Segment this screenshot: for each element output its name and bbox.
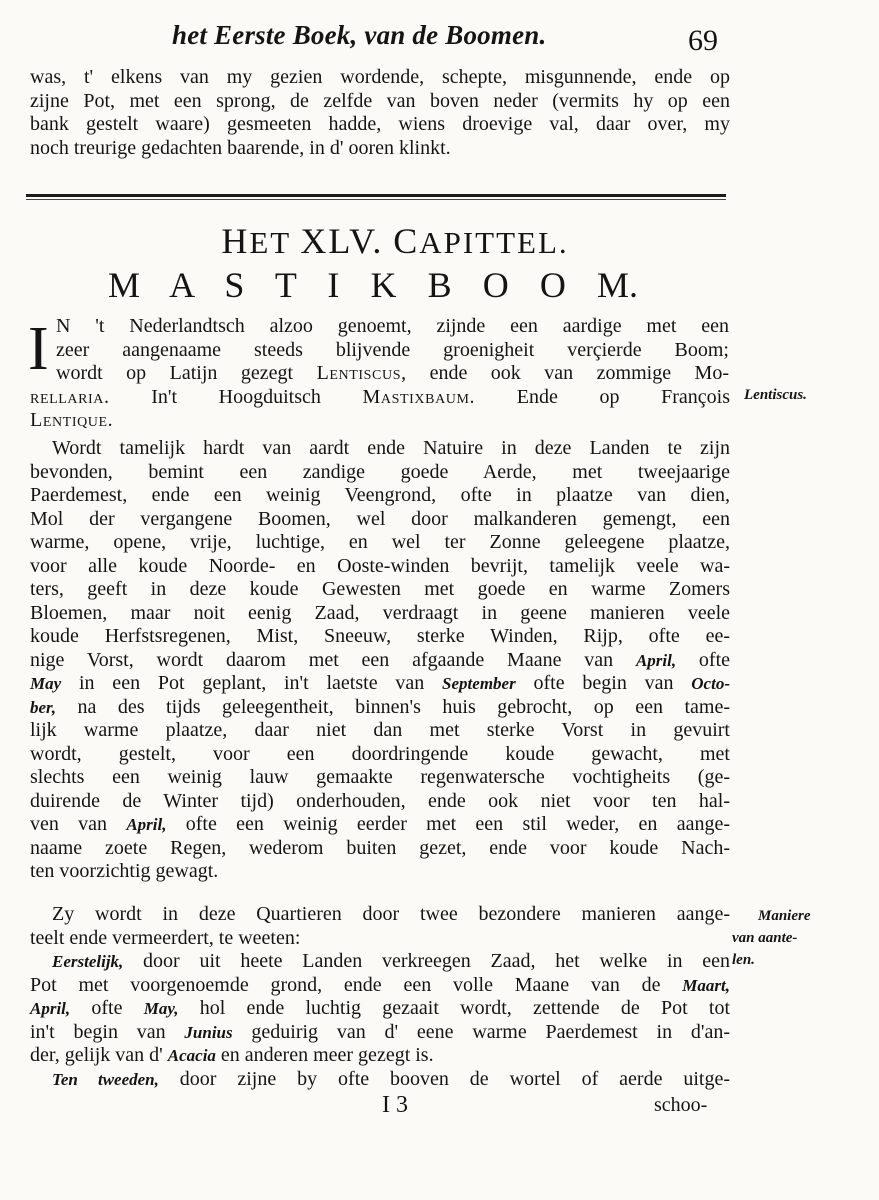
margin-note-line: Maniere — [758, 908, 811, 924]
text-line: wordt, gestelt, voor een doordringende koude gewacht, met — [30, 742, 730, 765]
text-line: voor alle koude Noorde- en Ooste-winden bevrijt, tamelijk veele wa- — [30, 554, 730, 577]
text-run: Ende op François — [475, 385, 730, 408]
month-name: Maart, — [682, 975, 730, 995]
text-line: Mol der vergangene Boomen, wel door malkanderen gemengt, een — [30, 507, 730, 530]
title-letter: B — [427, 265, 452, 305]
text-run: Pot met voorgenoemde grond, ende een volle Maane van de — [30, 973, 683, 996]
title-letter: A — [169, 265, 194, 305]
title-letter: M. — [597, 265, 639, 305]
text-line — [30, 1044, 730, 1068]
text-run: en anderen meer gezegt is. — [215, 1044, 434, 1066]
section-divider — [26, 194, 726, 197]
plant-name: Acacia — [167, 1046, 216, 1065]
text-run: na des tijds geleegentheit, binnen's huis gebrocht, op een tame- — [55, 695, 730, 718]
heading-rest: ET — [249, 225, 291, 260]
emphasis: Ten tweeden, — [52, 1069, 159, 1089]
text-run: ven van — [30, 813, 127, 835]
text-line: Zy wordt in deze Quartieren door twee bezondere manieren aange- — [52, 903, 730, 925]
german-name: Mastixbaum. — [362, 385, 476, 408]
month-name: September — [442, 674, 516, 693]
text-run: , ende ook van zommige Mo- — [401, 362, 729, 384]
heading-initial: H — [221, 221, 250, 261]
text-line: Wordt tamelijk hardt van aardt ende Natuire in deze Landen te zijn — [52, 437, 730, 459]
text-line — [30, 649, 730, 673]
page-number: 69 — [688, 24, 718, 57]
title-letter: K — [370, 265, 397, 305]
latin-name: Lentiscus — [316, 362, 402, 384]
month-name: Octo- — [691, 674, 730, 693]
drop-cap: I — [28, 315, 49, 383]
text-run: in een Pot geplant, in't laetste van — [61, 672, 443, 694]
text-line: Paerdemest, ende een weinig Veengrond, ofte in plaatze van dien, — [30, 484, 730, 506]
margin-note-line: len. — [732, 952, 755, 968]
running-head — [0, 20, 879, 64]
intro-paragraph — [30, 66, 730, 160]
text-line: slechts een weinig lauw gemaakte regenwatersche vochtigheits (ge- — [30, 766, 730, 788]
text-line: ters, geeft in deze koude Gewesten met goede en warme Zomers — [30, 578, 730, 600]
chapter-heading — [195, 220, 595, 262]
text-line — [30, 1021, 730, 1045]
month-name: April, — [126, 815, 167, 834]
text-line — [30, 409, 730, 433]
french-name: Lentique. — [30, 409, 114, 431]
heading-word-initial: C — [393, 221, 420, 261]
running-title: het Eerste Boek, van de Boomen. — [172, 20, 547, 50]
text-line — [30, 813, 730, 837]
title-letter: M — [108, 265, 141, 305]
section-divider-thin — [26, 199, 726, 200]
opening-paragraph-cont — [30, 386, 730, 433]
margin-note-line: van aante- — [732, 930, 798, 946]
text-line — [30, 386, 730, 410]
title-letter: O — [539, 265, 566, 305]
latin-name: rellaria. — [30, 385, 110, 408]
month-name: ber, — [30, 697, 56, 717]
text-line: koude Herfstsregenen, Mist, Sneeuw, sterke Winden, Rijp, ofte ee- — [30, 625, 730, 647]
text-run: ofte — [70, 997, 144, 1019]
text-run: in't begin van — [30, 1020, 185, 1043]
text-run: ofte — [676, 648, 730, 671]
text-run: der, gelijk van d' — [30, 1044, 168, 1066]
margin-note-lentiscus: Lentiscus. — [744, 387, 807, 403]
text-run: ofte begin van — [515, 672, 692, 694]
month-name: April, — [30, 999, 71, 1018]
emphasis: Eerstelijk, — [52, 952, 124, 971]
text-line: warme, opene, vrije, luchtige, en wel ter Zonne geleegene plaatze, — [30, 531, 730, 553]
text-line: noch treurige gedachten baarende, in d' ooren klinkt. — [30, 136, 451, 159]
text-line — [30, 950, 730, 974]
text-line — [30, 997, 730, 1021]
text-run: nige Vorst, wordt daarom met een afgaande Maane van — [30, 648, 636, 671]
text-line: lijk warme plaatze, daar niet dan met sterke Vorst in gevuirt — [30, 719, 730, 741]
month-name: April, — [635, 650, 677, 670]
opening-paragraph — [56, 315, 729, 386]
text-line: naame zoete Regen, wederom buiten gezet, ende voor koude Nach- — [30, 836, 730, 859]
text-line — [30, 672, 730, 696]
month-name: May, — [143, 999, 179, 1018]
catchword: schoo- — [654, 1094, 708, 1116]
margin-note-maniere — [732, 905, 811, 971]
text-line: bevonden, bemint een zandige goede Aerde, met tweejaarige — [30, 460, 730, 483]
text-line: N 't Nederlandtsch alzoo genoemt, zijnde een aardige met een — [56, 315, 729, 337]
text-line — [30, 1068, 730, 1092]
paragraph-cultivation — [30, 437, 730, 884]
text-line: bank gestelt waare) gesmeeten hadde, wiens droevige val, daar over, my — [30, 113, 730, 135]
text-run: hol ende luchtig gezaait wordt, zettende de Pot tot — [178, 997, 731, 1019]
text-line: was, t' elkens van my gezien wordende, schepte, misgunnende, ende op — [30, 66, 730, 88]
title-letter: T — [274, 265, 297, 305]
text-line: zeer aangenaame steeds blijvende groenigheit verçierde Boom; — [56, 338, 729, 361]
text-run: door zijne by ofte booven de wortel of aerde uitge- — [158, 1067, 730, 1090]
heading-word-rest: APITTEL. — [419, 225, 569, 260]
title-letter: I — [327, 265, 340, 305]
tree-title — [108, 264, 638, 306]
text-run: geduirig van d' eene warme Paerdemest in d'an- — [232, 1020, 730, 1043]
paragraph-propagation — [30, 903, 730, 1091]
text-line — [30, 696, 730, 720]
text-run: In't Hoogduitsch — [109, 385, 363, 408]
text-line: zijne Pot, met een sprong, de zelfde van boven neder (vermits hy op een — [30, 89, 730, 112]
text-line: Bloemen, maar noit eenig Zaad, verdraagt in geene manieren veele — [30, 601, 730, 624]
text-line — [30, 974, 730, 998]
text-run: door uit heete Landen verkreegen Zaad, het welke in een — [123, 950, 730, 972]
text-line — [56, 362, 729, 386]
text-run: wordt op Latijn gezegt — [56, 362, 317, 384]
text-run: ofte een weinig eerder met een stil weder, en aange- — [166, 813, 730, 835]
text-line: ten voorzichtig gewagt. — [30, 860, 219, 882]
title-letter: O — [482, 265, 509, 305]
signature-mark: I 3 — [382, 1092, 408, 1118]
chapter-number: XLV. — [300, 221, 384, 261]
text-line: duirende de Winter tijd) onderhouden, ende ook niet voor ten hal- — [30, 789, 730, 812]
text-line: teelt ende vermeerdert, te weeten: — [30, 926, 301, 949]
month-name: May — [30, 674, 62, 693]
month-name: Junius — [184, 1022, 233, 1042]
title-letter: S — [224, 265, 245, 305]
